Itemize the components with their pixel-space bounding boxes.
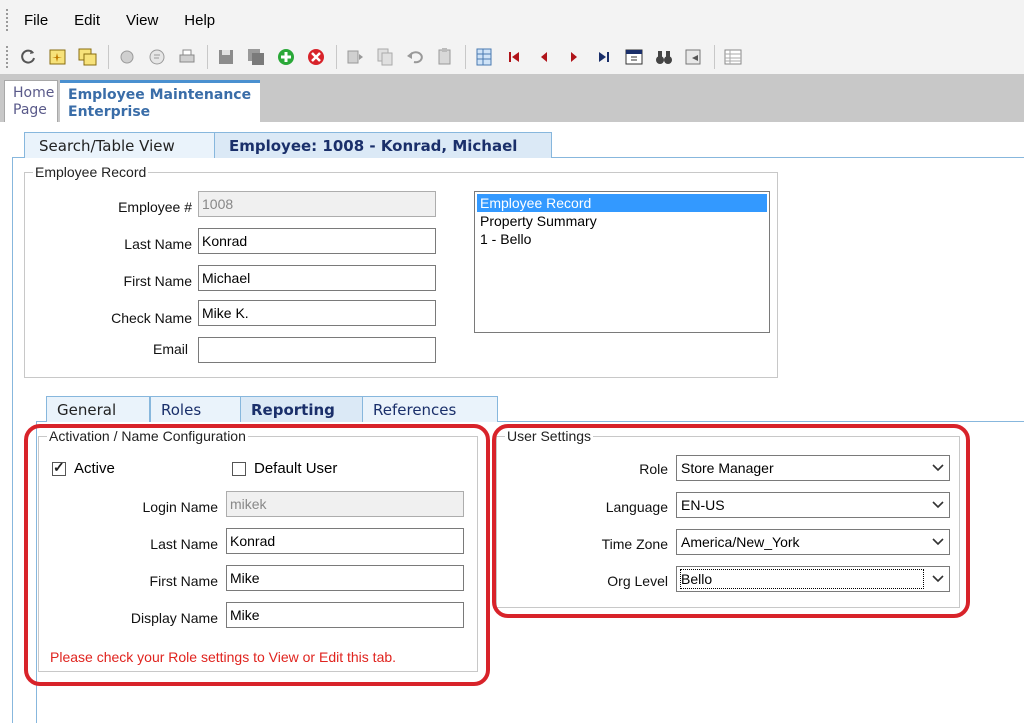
previous-record-icon[interactable]: [532, 45, 556, 69]
user-settings-legend: User Settings: [507, 428, 592, 444]
save-all-icon[interactable]: [244, 45, 268, 69]
table-icon[interactable]: [721, 45, 745, 69]
language-value: EN-US: [681, 497, 725, 513]
list-item-property-summary[interactable]: Property Summary: [480, 213, 597, 229]
binoculars-search-icon[interactable]: [652, 45, 676, 69]
activation-last-name-label: Last Name: [150, 536, 218, 552]
employee-record-legend: Employee Record: [35, 164, 147, 180]
window-list-icon[interactable]: [76, 45, 100, 69]
time-zone-value: America/New_York: [681, 534, 800, 550]
add-icon[interactable]: [274, 45, 298, 69]
circle-icon[interactable]: [115, 45, 139, 69]
new-window-icon[interactable]: [46, 45, 70, 69]
tab-employee-maintenance[interactable]: [60, 80, 260, 122]
display-name-label: Display Name: [130, 610, 218, 626]
active-label: Active: [74, 460, 115, 477]
role-label: Role: [639, 461, 668, 477]
menu-view[interactable]: View: [126, 11, 159, 29]
paste-icon[interactable]: [433, 45, 457, 69]
menu-file[interactable]: File: [24, 11, 49, 29]
toolbar-separator: [714, 45, 715, 69]
check-name-field[interactable]: [198, 300, 436, 326]
toolbar-separator: [336, 45, 337, 69]
tab-references[interactable]: References: [362, 396, 498, 422]
menu-bar: [0, 0, 1024, 40]
tab-general[interactable]: General: [46, 396, 150, 422]
first-record-icon[interactable]: [502, 45, 526, 69]
refresh-icon[interactable]: [16, 45, 40, 69]
toolbar-grip: [6, 46, 10, 68]
calendar-icon[interactable]: [622, 45, 646, 69]
page-tabs-strip: [0, 74, 1024, 122]
check-name-label: Check Name: [111, 310, 192, 326]
tab-search-table-view[interactable]: Search/Table View: [24, 132, 216, 158]
org-level-value: Bello: [681, 570, 923, 588]
language-label: Language: [605, 499, 668, 515]
menu-help[interactable]: Help: [184, 11, 216, 29]
tab-reporting[interactable]: Reporting: [240, 396, 364, 422]
first-name-field[interactable]: [198, 265, 436, 291]
email-label: Email: [152, 341, 188, 357]
record-panel-border: [12, 157, 13, 723]
tab-home-page-label-2: Page: [13, 102, 47, 118]
employee-number-label: Employee #: [118, 199, 192, 215]
tab-home-page[interactable]: [4, 80, 58, 122]
list-item-employee-record[interactable]: Employee Record: [477, 194, 767, 212]
default-user-label: Default User: [254, 460, 338, 477]
note-icon[interactable]: [145, 45, 169, 69]
copy-record-icon[interactable]: [343, 45, 367, 69]
email-field[interactable]: [198, 337, 436, 363]
toolbar: [0, 40, 1024, 74]
menu-grip: [6, 9, 14, 31]
toolbar-separator: [207, 45, 208, 69]
tab-roles[interactable]: Roles: [150, 396, 242, 422]
menu-edit[interactable]: Edit: [74, 11, 101, 29]
save-icon[interactable]: [214, 45, 238, 69]
org-level-label: Org Level: [607, 573, 668, 589]
grid-view-icon[interactable]: [472, 45, 496, 69]
employee-number-field: [198, 191, 436, 217]
last-record-icon[interactable]: [592, 45, 616, 69]
tab-home-page-label-1: Home: [13, 85, 55, 101]
user-settings-highlight-box: [492, 424, 970, 618]
tab-employee-maintenance-label-2: Enterprise: [68, 104, 151, 120]
activation-first-name-label: First Name: [149, 573, 218, 589]
export-icon[interactable]: [682, 45, 706, 69]
activation-highlight-box: [24, 424, 490, 686]
tab-employee-maintenance-label-1: Employee Maintenance: [68, 87, 252, 103]
tab-employee-record[interactable]: Employee: 1008 - Konrad, Michael: [214, 132, 552, 158]
next-record-icon[interactable]: [562, 45, 586, 69]
role-settings-warning: Please check your Role settings to View or Edit this tab.: [50, 649, 397, 665]
duplicate-icon[interactable]: [373, 45, 397, 69]
role-value: Store Manager: [681, 460, 774, 476]
last-name-label: Last Name: [124, 236, 192, 252]
list-item-bello[interactable]: 1 - Bello: [480, 231, 532, 247]
toolbar-separator: [108, 45, 109, 69]
record-section-list[interactable]: [474, 191, 770, 333]
print-icon[interactable]: [175, 45, 199, 69]
login-name-label: Login Name: [142, 499, 218, 515]
last-name-field[interactable]: [198, 228, 436, 254]
undo-icon[interactable]: [403, 45, 427, 69]
delete-icon[interactable]: [304, 45, 328, 69]
time-zone-label: Time Zone: [601, 536, 668, 552]
toolbar-separator: [465, 45, 466, 69]
first-name-label: First Name: [123, 273, 192, 289]
activation-legend: Activation / Name Configuration: [49, 428, 246, 444]
